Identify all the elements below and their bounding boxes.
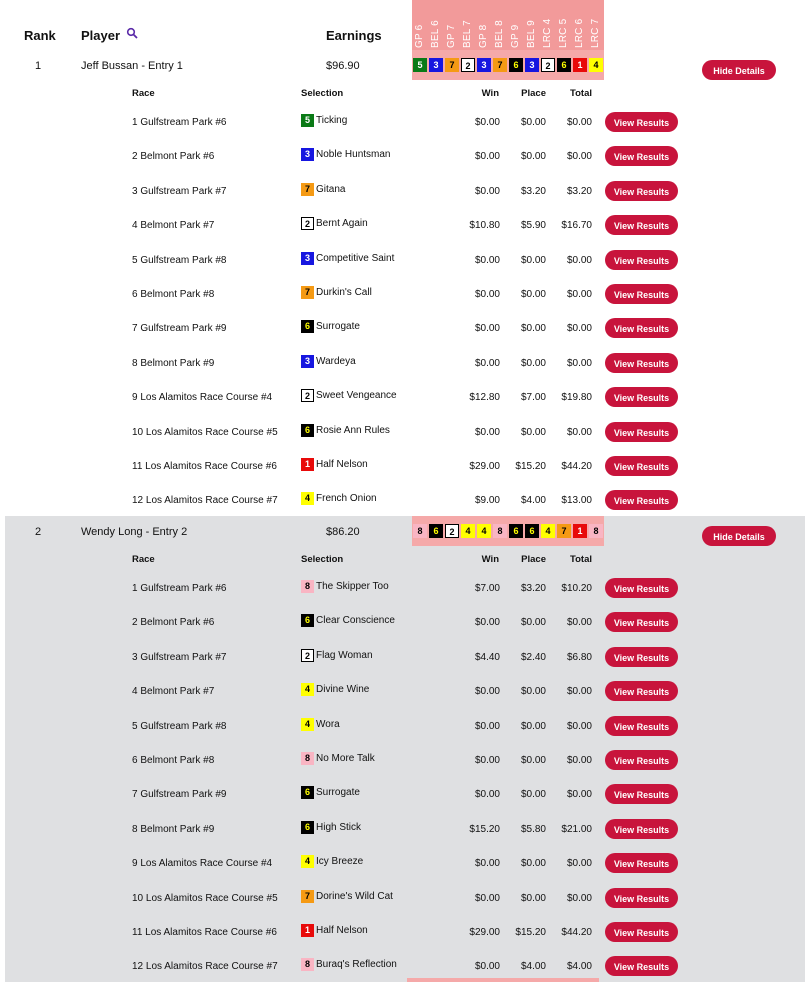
place-amount: $0.00 <box>520 357 546 369</box>
pick-badge: 7 <box>301 286 314 299</box>
race-name: 5 Gulfstream Park #8 <box>132 720 227 732</box>
horse-name: Half Nelson <box>316 924 368 936</box>
view-results-button[interactable]: View Results <box>605 490 678 510</box>
entry-pick-strip <box>412 516 604 546</box>
race-selection <box>301 114 347 127</box>
race-column-label: GP 7 <box>446 24 457 48</box>
race-column-label: BEL 7 <box>462 20 473 48</box>
win-amount: $4.40 <box>474 651 500 663</box>
race-selection <box>301 389 397 402</box>
entry-earnings: $96.90 <box>326 60 360 72</box>
pick-badge: 3 <box>477 58 491 72</box>
place-amount: $0.00 <box>520 892 546 904</box>
place-amount: $15.20 <box>515 926 546 938</box>
race-name: 8 Belmont Park #9 <box>132 357 215 369</box>
horse-name: Clear Conscience <box>316 615 395 627</box>
race-selection <box>301 355 356 368</box>
pick-badge: 1 <box>301 458 314 471</box>
race-row <box>5 347 805 381</box>
race-column-label: LRC 7 <box>590 18 601 48</box>
race-column-label: BEL 9 <box>526 20 537 48</box>
race-row <box>5 744 805 778</box>
horse-name: Noble Huntsman <box>316 149 391 161</box>
pick-badge: 6 <box>509 524 523 538</box>
pick-badge: 3 <box>525 58 539 72</box>
total-amount: $0.00 <box>566 686 592 698</box>
race-selection <box>301 958 397 971</box>
race-selection <box>301 148 390 161</box>
race-name: 6 Belmont Park #8 <box>132 754 215 766</box>
race-name: 6 Belmont Park #8 <box>132 288 215 300</box>
race-selection <box>301 286 372 299</box>
place-amount: $0.00 <box>520 426 546 438</box>
total-amount: $0.00 <box>566 720 592 732</box>
horse-name: Rosie Ann Rules <box>316 424 390 436</box>
details-header-place: Place <box>521 554 546 565</box>
race-row <box>5 381 805 415</box>
total-amount: $4.00 <box>566 961 592 973</box>
total-amount: $13.00 <box>561 495 592 507</box>
total-amount: $0.00 <box>566 288 592 300</box>
win-amount: $0.00 <box>474 117 500 128</box>
details-header-race: Race <box>132 554 155 565</box>
place-amount: $0.00 <box>520 789 546 801</box>
win-amount: $0.00 <box>474 961 500 973</box>
pick-badge: 7 <box>445 58 459 72</box>
pick-badge: 1 <box>301 924 314 937</box>
entry-pick-strip <box>412 50 604 80</box>
horse-name: No More Talk <box>316 752 375 764</box>
race-name: 2 Belmont Park #6 <box>132 617 215 629</box>
pick-badge: 1 <box>573 524 587 538</box>
race-row <box>5 572 805 606</box>
race-row <box>5 244 805 278</box>
place-amount: $15.20 <box>515 460 546 472</box>
view-results-button[interactable]: View Results <box>605 647 678 667</box>
race-row <box>5 484 805 518</box>
pick-badge: 4 <box>301 683 314 696</box>
view-results-button[interactable]: View Results <box>605 853 678 873</box>
earnings-header: Earnings <box>326 28 382 43</box>
total-amount: $0.00 <box>566 254 592 266</box>
race-name: 7 Gulfstream Park #9 <box>132 323 227 335</box>
race-column-label: GP 8 <box>478 24 489 48</box>
win-amount: $0.00 <box>474 288 500 300</box>
pick-badge: 7 <box>301 183 314 196</box>
race-row <box>5 416 805 450</box>
race-name: 3 Gulfstream Park #7 <box>132 651 227 663</box>
details-header-selection: Selection <box>301 88 344 99</box>
place-amount: $7.00 <box>520 392 546 404</box>
search-icon[interactable] <box>126 27 138 39</box>
win-amount: $0.00 <box>474 254 500 266</box>
pick-badge: 1 <box>573 58 587 72</box>
place-amount: $0.00 <box>520 288 546 300</box>
race-row <box>5 278 805 312</box>
race-selection <box>301 924 368 937</box>
race-row <box>5 916 805 950</box>
entry-earnings: $86.20 <box>326 526 360 538</box>
pick-badge: 6 <box>301 786 314 799</box>
place-amount: $4.00 <box>520 495 546 507</box>
win-amount: $0.00 <box>474 789 500 801</box>
race-column-label: LRC 4 <box>542 18 553 48</box>
race-name: 9 Los Alamitos Race Course #4 <box>132 392 273 404</box>
race-selection <box>301 786 360 799</box>
place-amount: $4.00 <box>520 961 546 973</box>
win-amount: $12.80 <box>469 392 500 404</box>
view-results-button[interactable]: View Results <box>605 250 678 270</box>
win-amount: $0.00 <box>474 858 500 870</box>
race-name: 4 Belmont Park #7 <box>132 686 215 698</box>
details-header-total: Total <box>570 554 592 565</box>
race-name: 12 Los Alamitos Race Course #7 <box>132 961 278 973</box>
horse-name: Ticking <box>316 115 348 126</box>
horse-name: Flag Woman <box>316 649 373 661</box>
details-header-row <box>5 550 805 572</box>
race-row <box>5 778 805 812</box>
total-amount: $0.00 <box>566 323 592 335</box>
view-results-button[interactable]: View Results <box>605 819 678 839</box>
pick-badge: 3 <box>301 148 314 161</box>
horse-name: Wora <box>316 718 340 730</box>
pick-badge: 2 <box>301 389 314 402</box>
pick-badge: 7 <box>301 890 314 903</box>
total-amount: $16.70 <box>561 220 592 232</box>
entry-block <box>5 50 805 516</box>
pick-badge: 2 <box>301 649 314 662</box>
entry-player-name: Wendy Long - Entry 2 <box>81 526 188 538</box>
place-amount: $0.00 <box>520 323 546 335</box>
place-amount: $0.00 <box>520 617 546 629</box>
horse-name: Half Nelson <box>316 458 368 470</box>
pick-badge: 4 <box>589 58 603 72</box>
pick-badge: 6 <box>509 58 523 72</box>
horse-name: The Skipper Too <box>316 581 389 592</box>
win-amount: $29.00 <box>469 926 500 938</box>
race-column-header <box>476 0 492 52</box>
horse-name: Divine Wine <box>316 684 370 696</box>
race-name: 2 Belmont Park #6 <box>132 151 215 163</box>
win-amount: $10.80 <box>469 220 500 232</box>
win-amount: $0.00 <box>474 323 500 335</box>
horse-name: Surrogate <box>316 321 360 333</box>
race-selection <box>301 821 361 834</box>
view-results-button[interactable]: View Results <box>605 716 678 736</box>
pick-badge: 8 <box>493 524 507 538</box>
win-amount: $0.00 <box>474 185 500 197</box>
pick-badge: 2 <box>445 524 459 538</box>
view-results-button[interactable]: View Results <box>605 181 678 201</box>
pick-badge: 7 <box>557 524 571 538</box>
view-results-button[interactable]: View Results <box>605 784 678 804</box>
view-results-button[interactable]: View Results <box>605 387 678 407</box>
race-selection <box>301 614 395 627</box>
win-amount: $0.00 <box>474 357 500 369</box>
race-row <box>5 882 805 916</box>
player-header <box>81 28 138 43</box>
win-amount: $0.00 <box>474 720 500 732</box>
race-column-header <box>492 0 508 52</box>
race-selection <box>301 492 377 505</box>
view-results-button[interactable]: View Results <box>605 612 678 632</box>
entry-summary-row <box>5 516 805 550</box>
race-column-header <box>428 0 444 52</box>
pick-badge: 2 <box>541 58 555 72</box>
race-selection <box>301 649 373 662</box>
total-amount: $0.00 <box>566 151 592 163</box>
view-results-button[interactable]: View Results <box>605 922 678 942</box>
entry-summary-row <box>5 50 805 84</box>
horse-name: Buraq's Reflection <box>316 959 397 971</box>
place-amount: $0.00 <box>520 858 546 870</box>
place-amount: $3.20 <box>520 583 546 594</box>
pick-badge: 6 <box>525 524 539 538</box>
race-column-label: LRC 6 <box>574 18 585 48</box>
hide-details-button[interactable]: Hide Details <box>702 526 776 546</box>
pick-badge: 6 <box>301 424 314 437</box>
race-column-header <box>588 0 604 52</box>
pick-badge: 6 <box>301 614 314 627</box>
race-row <box>5 175 805 209</box>
pick-badge: 2 <box>461 58 475 72</box>
place-amount: $0.00 <box>520 686 546 698</box>
place-amount: $2.40 <box>520 651 546 663</box>
win-amount: $0.00 <box>474 426 500 438</box>
race-name: 4 Belmont Park #7 <box>132 220 215 232</box>
win-amount: $29.00 <box>469 460 500 472</box>
view-results-button[interactable]: View Results <box>605 146 678 166</box>
total-amount: $10.20 <box>561 583 592 594</box>
pick-badge: 6 <box>301 320 314 333</box>
race-name: 8 Belmont Park #9 <box>132 823 215 835</box>
race-column-header <box>508 0 524 52</box>
race-name: 5 Gulfstream Park #8 <box>132 254 227 266</box>
horse-name: Wardeya <box>316 355 356 367</box>
pick-badge: 4 <box>541 524 555 538</box>
race-row <box>5 813 805 847</box>
details-header-win: Win <box>481 88 499 99</box>
total-amount: $0.00 <box>566 892 592 904</box>
race-column-header <box>412 0 428 52</box>
pick-badge: 5 <box>413 58 427 72</box>
win-amount: $15.20 <box>469 823 500 835</box>
race-selection <box>301 890 393 903</box>
race-name: 3 Gulfstream Park #7 <box>132 185 227 197</box>
race-row <box>5 209 805 243</box>
total-amount: $0.00 <box>566 754 592 766</box>
race-selection <box>301 458 368 471</box>
place-amount: $0.00 <box>520 151 546 163</box>
race-row <box>5 950 805 984</box>
race-selection <box>301 320 360 333</box>
horse-name: Gitana <box>316 183 346 195</box>
pick-badge: 4 <box>301 492 314 505</box>
win-amount: $0.00 <box>474 754 500 766</box>
race-name: 1 Gulfstream Park #6 <box>132 583 227 594</box>
race-row <box>5 312 805 346</box>
details-header-win: Win <box>481 554 499 565</box>
view-results-button[interactable]: View Results <box>605 888 678 908</box>
place-amount: $0.00 <box>520 117 546 128</box>
race-column-label: BEL 6 <box>430 20 441 48</box>
place-amount: $0.00 <box>520 254 546 266</box>
race-selection <box>301 252 394 265</box>
view-results-button[interactable]: View Results <box>605 318 678 338</box>
race-row <box>5 606 805 640</box>
view-results-button[interactable]: View Results <box>605 681 678 701</box>
total-amount: $3.20 <box>566 185 592 197</box>
race-name: 10 Los Alamitos Race Course #5 <box>132 426 278 438</box>
view-results-button[interactable]: View Results <box>605 456 678 476</box>
view-results-button[interactable]: View Results <box>605 353 678 373</box>
view-results-button[interactable]: View Results <box>605 750 678 770</box>
total-amount: $19.80 <box>561 392 592 404</box>
race-selection <box>301 683 369 696</box>
place-amount: $3.20 <box>520 185 546 197</box>
place-amount: $5.90 <box>520 220 546 232</box>
pick-badge: 4 <box>461 524 475 538</box>
race-selection <box>301 752 375 765</box>
pick-badge: 8 <box>301 580 314 593</box>
total-amount: $0.00 <box>566 426 592 438</box>
race-column-header <box>556 0 572 52</box>
view-results-button[interactable]: View Results <box>605 956 678 976</box>
entry-rank: 2 <box>35 526 42 538</box>
race-selection <box>301 718 340 731</box>
win-amount: $0.00 <box>474 892 500 904</box>
pick-badge: 6 <box>429 524 443 538</box>
race-row <box>5 641 805 675</box>
race-column-label: GP 9 <box>510 24 521 48</box>
pick-badge: 6 <box>301 821 314 834</box>
details-header-total: Total <box>570 88 592 99</box>
race-name: 9 Los Alamitos Race Course #4 <box>132 858 273 870</box>
pick-badge: 3 <box>429 58 443 72</box>
total-amount: $21.00 <box>561 823 592 835</box>
race-selection <box>301 183 345 196</box>
total-amount: $44.20 <box>561 926 592 938</box>
race-selection <box>301 217 368 230</box>
race-selection <box>301 855 363 868</box>
race-name: 12 Los Alamitos Race Course #7 <box>132 495 278 507</box>
place-amount: $0.00 <box>520 754 546 766</box>
horse-name: High Stick <box>316 821 362 833</box>
pick-badge: 5 <box>301 114 314 127</box>
race-column-label: GP 6 <box>414 24 425 48</box>
total-amount: $0.00 <box>566 858 592 870</box>
pick-badge: 8 <box>413 524 427 538</box>
view-results-button[interactable]: View Results <box>605 215 678 235</box>
rank-header: Rank <box>24 28 56 43</box>
race-row <box>5 140 805 174</box>
details-header-row <box>5 84 805 106</box>
win-amount: $0.00 <box>474 617 500 629</box>
race-column-header <box>524 0 540 52</box>
total-amount: $0.00 <box>566 789 592 801</box>
view-results-button[interactable]: View Results <box>605 284 678 304</box>
pick-badge: 8 <box>301 958 314 971</box>
view-results-button[interactable]: View Results <box>605 578 678 598</box>
win-amount: $9.00 <box>474 495 500 507</box>
race-column-header <box>460 0 476 52</box>
race-name: 1 Gulfstream Park #6 <box>132 117 227 128</box>
entry-rank: 1 <box>35 60 42 72</box>
pick-badge: 6 <box>557 58 571 72</box>
view-results-button[interactable]: View Results <box>605 112 678 132</box>
horse-name: French Onion <box>316 493 377 505</box>
place-amount: $5.80 <box>520 823 546 835</box>
race-row <box>5 710 805 744</box>
race-name: 10 Los Alamitos Race Course #5 <box>132 892 278 904</box>
race-row <box>5 106 805 140</box>
horse-name: Dorine's Wild Cat <box>316 890 393 902</box>
view-results-button[interactable]: View Results <box>605 422 678 442</box>
player-header-label: Player <box>81 28 121 43</box>
horse-name: Icy Breeze <box>316 856 364 868</box>
horse-name: Competitive Saint <box>316 252 395 264</box>
total-amount: $0.00 <box>566 357 592 369</box>
hide-details-button[interactable]: Hide Details <box>702 60 776 80</box>
place-amount: $0.00 <box>520 720 546 732</box>
horse-name: Sweet Vengeance <box>316 390 397 402</box>
pick-badge: 2 <box>301 217 314 230</box>
pick-badge: 4 <box>301 855 314 868</box>
win-amount: $0.00 <box>474 686 500 698</box>
details-header-race: Race <box>132 88 155 99</box>
race-column-label: LRC 5 <box>558 18 569 48</box>
race-column-header <box>444 0 460 52</box>
entry-block <box>5 516 805 982</box>
pick-badge: 4 <box>477 524 491 538</box>
race-column-header <box>572 0 588 52</box>
race-selection <box>301 580 389 593</box>
pick-badge: 8 <box>589 524 603 538</box>
race-name: 7 Gulfstream Park #9 <box>132 789 227 801</box>
race-name: 11 Los Alamitos Race Course #6 <box>132 460 277 472</box>
race-name: 11 Los Alamitos Race Course #6 <box>132 926 277 938</box>
pick-badge: 3 <box>301 355 314 368</box>
race-column-headers <box>412 0 604 52</box>
details-header-place: Place <box>521 88 546 99</box>
horse-name: Durkin's Call <box>316 286 372 298</box>
horse-name: Surrogate <box>316 787 360 799</box>
pink-strip <box>407 978 599 982</box>
pick-badge: 8 <box>301 752 314 765</box>
pick-badge: 4 <box>301 718 314 731</box>
pick-badge: 7 <box>493 58 507 72</box>
total-amount: $0.00 <box>566 117 592 128</box>
details-header-selection: Selection <box>301 554 344 565</box>
entry-player-name: Jeff Bussan - Entry 1 <box>81 60 183 72</box>
horse-name: Bernt Again <box>316 218 368 230</box>
pick-badge: 3 <box>301 252 314 265</box>
win-amount: $7.00 <box>474 583 500 594</box>
race-row <box>5 847 805 881</box>
race-column-label: BEL 8 <box>494 20 505 48</box>
win-amount: $0.00 <box>474 151 500 163</box>
race-selection <box>301 424 390 437</box>
total-amount: $44.20 <box>561 460 592 472</box>
total-amount: $0.00 <box>566 617 592 629</box>
race-row <box>5 450 805 484</box>
race-column-header <box>540 0 556 52</box>
total-amount: $6.80 <box>566 651 592 663</box>
race-row <box>5 675 805 709</box>
